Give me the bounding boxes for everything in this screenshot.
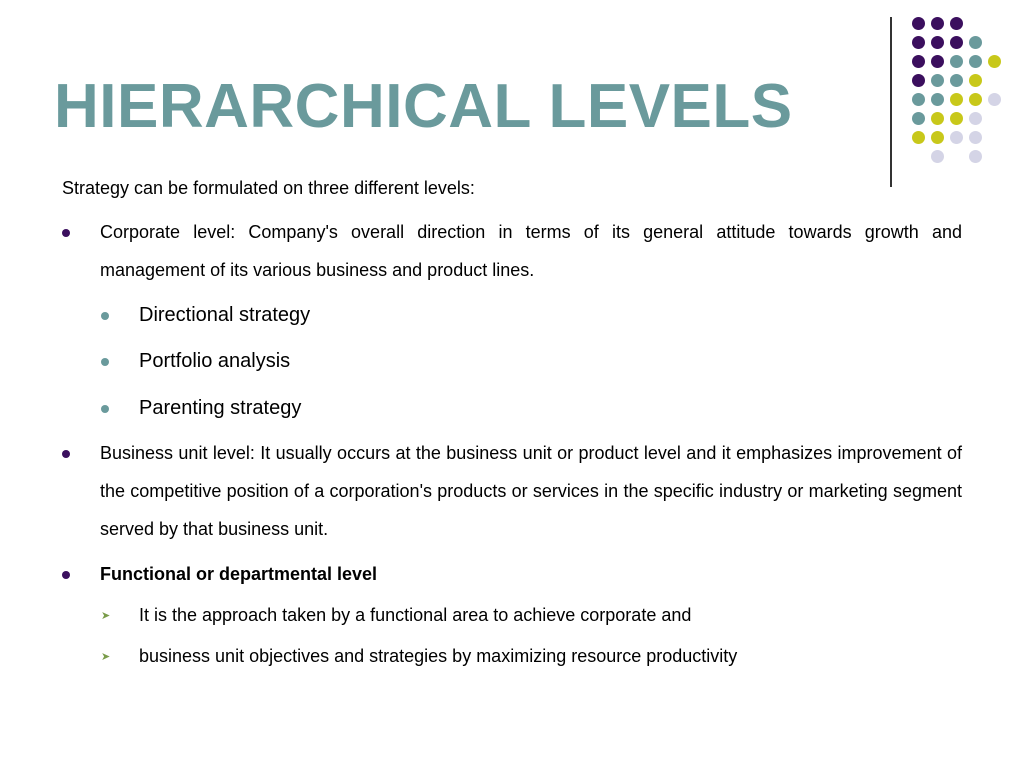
decorative-dot [931, 36, 944, 49]
functional-sub-item-2: business unit objectives and strategies by maximizing resource productivity [139, 646, 738, 666]
bullet-corporate [62, 229, 70, 237]
decorative-dot [969, 112, 982, 125]
business-unit-level-item [100, 434, 962, 548]
decorative-dot [969, 55, 982, 68]
decorative-dot [912, 36, 925, 49]
functional-sub-item-1: It is the approach taken by a functional area to achieve corporate and [139, 605, 692, 625]
decorative-dot [912, 112, 925, 125]
decorative-dot [931, 17, 944, 30]
decorative-dot [912, 93, 925, 106]
business-unit-level-text: It usually occurs at the business unit or product level and it emphasizes improvement of the competitive position of a corporation's products or services in the specific industry or marketing segment served by that business unit. [100, 443, 962, 539]
decorative-dot [969, 93, 982, 106]
bullet-business [62, 450, 70, 458]
corporate-level-label: Corporate level: [100, 222, 236, 242]
corporate-level-item [100, 213, 962, 289]
decorative-dot [950, 93, 963, 106]
decorative-dot [931, 55, 944, 68]
arrow-bullet-icon: ➤ [101, 651, 111, 663]
corporate-level-text: Company's overall direction in terms of its general attitude towards growth and management of its various business and product lines. [100, 222, 962, 280]
decorative-dot [950, 131, 963, 144]
sub-item-directional-strategy: Directional strategy [139, 304, 311, 326]
decorative-dot [931, 131, 944, 144]
business-unit-level-label: Business unit level: [100, 443, 255, 463]
functional-level-item [100, 555, 962, 593]
sub-item-portfolio-analysis: Portfolio analysis [139, 350, 291, 372]
decorative-dot [969, 131, 982, 144]
decorative-dot [969, 150, 982, 163]
decorative-dot [969, 36, 982, 49]
slide-title: HIERARCHICAL LEVELS [54, 72, 793, 141]
vertical-divider [890, 17, 892, 187]
functional-level-label: Functional or departmental level [100, 564, 378, 584]
decorative-dot [912, 55, 925, 68]
bullet-parenting [101, 405, 109, 413]
decorative-dot [950, 36, 963, 49]
bullet-portfolio [101, 358, 109, 366]
sub-item-parenting-strategy: Parenting strategy [139, 397, 302, 419]
decorative-dot [950, 74, 963, 87]
decorative-dot [931, 74, 944, 87]
decorative-dot [988, 93, 1001, 106]
decorative-dot [931, 112, 944, 125]
decorative-dot [950, 17, 963, 30]
intro-text: Strategy can be formulated on three different levels: [62, 178, 475, 198]
decorative-dot [988, 55, 1001, 68]
bullet-functional [62, 571, 70, 579]
decorative-dot [912, 74, 925, 87]
decorative-dot [950, 55, 963, 68]
arrow-bullet-icon: ➤ [101, 610, 111, 622]
decorative-dot [931, 93, 944, 106]
bullet-directional [101, 312, 109, 320]
decorative-dot [950, 112, 963, 125]
decorative-dot [969, 74, 982, 87]
decorative-dot [912, 131, 925, 144]
decorative-dot [931, 150, 944, 163]
decorative-dot [912, 17, 925, 30]
